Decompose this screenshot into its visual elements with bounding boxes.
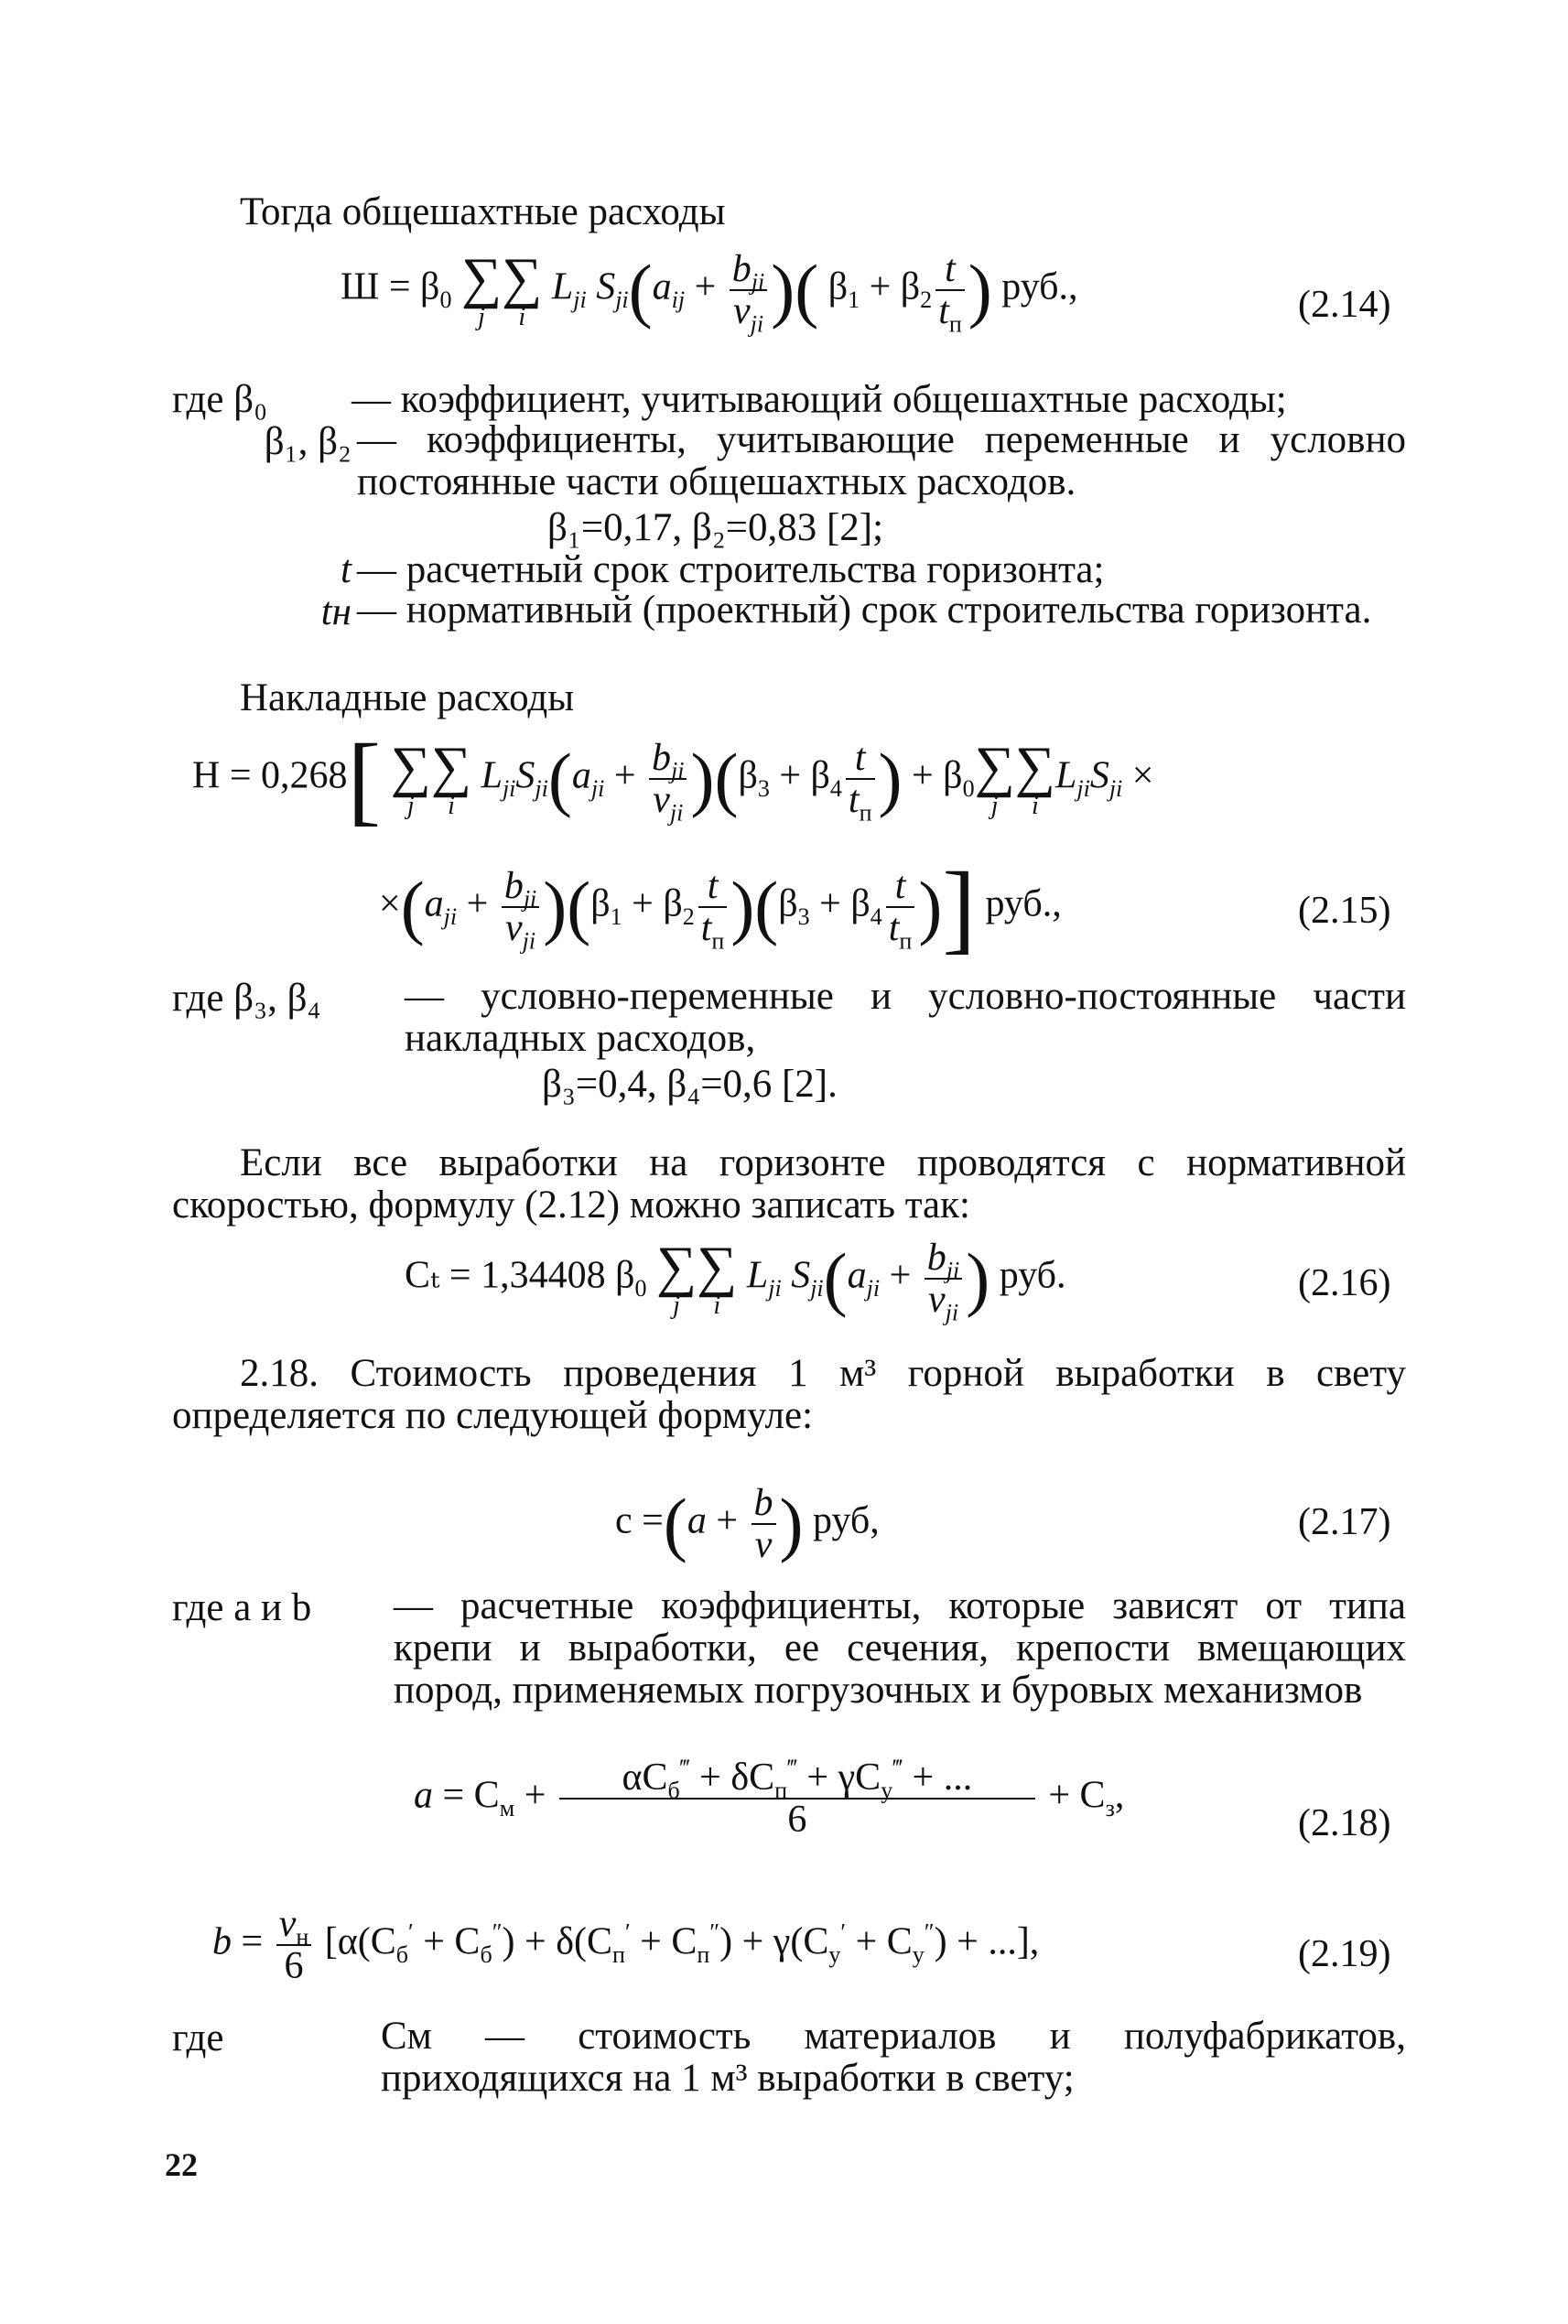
intro-general: Тогда общешахтные расходы — [240, 190, 726, 233]
where-term: t — [341, 548, 351, 591]
equation-2-19: b = $\frac{v_н}{6}$ [$\alpha(C_б' + C_б'') + \delta(C_п' + C_п'') + \gamma(C_у' + C_у'')$ + ...], — [212, 1903, 1040, 1987]
eq-2-16-tail: руб. — [999, 1254, 1066, 1297]
where-text: — коэффициенты, учитывающие переменные и условно постоянные части общешахтных расходов. — [357, 418, 1406, 503]
where-term: где β₃, β₄ — [172, 977, 321, 1020]
eq-number-2-17: (2.17) — [1298, 1501, 1391, 1543]
eq-2-15-coef: 0,268 — [261, 754, 348, 797]
where-term: где β₀ — [172, 378, 268, 421]
where-text: — расчетные коэффициенты, которые зависят от типа крепи и выработки, ее сечения, крепости вмещающих пород, применяемых погрузочных и буровых механизмов — [394, 1584, 1406, 1712]
eq-number-2-14: (2.14) — [1298, 284, 1391, 326]
where-text: — нормативный (проектный) срок строительства горизонта. — [357, 589, 1372, 632]
where-term: где — [172, 2016, 224, 2059]
where-text: — расчетный срок строительства горизонта; — [357, 548, 1105, 591]
where-text: — условно-переменные и условно-постоянные части накладных расходов, — [405, 975, 1406, 1060]
intro-overhead: Накладные расходы — [240, 676, 575, 719]
where-2-14-item-3 — [172, 547, 1406, 593]
equation-2-17: c =(a + $\frac{b}{v}$ ) руб, — [615, 1482, 880, 1566]
equation-2-15-line-2: $\times(a_{ji}$ + $\frac{b_{ji}}{v_{ji}}$ )($\beta_1 + \beta_2$ $\frac{t}{t_п}$ )($\beta_3 + \beta_4$ $\frac{t}{t_п}$ )] руб., — [379, 851, 1062, 963]
eq-2-17-tail: руб, — [813, 1499, 880, 1542]
where-term: где a и b — [172, 1586, 312, 1629]
para-normative: Если все выработки на горизонте проводятся с нормативной скоростью, формулу (2.12) можно записать так: — [172, 1141, 1406, 1227]
eq-number-2-15: (2.15) — [1298, 890, 1391, 932]
where-term: β₁, β₂ — [264, 420, 351, 463]
where-2-15-item-1: β₃=0,4, β₄=0,6 [2]. — [542, 1063, 838, 1106]
eq-2-15-lhs: Н — [192, 754, 221, 797]
equation-2-14: $Ш = \beta_0$ ∑ j ∑ i $L_{ji}$ $S_{ji}(a_{ij}$ + $\frac{b_{ji}}{v_{ji}}$ )( $\beta_1 + \beta_2$ $\frac{t}{t_п}$ ) руб., — [341, 247, 1078, 338]
where-2-19 — [172, 2016, 1406, 2100]
eq-2-18-denominator: 6 — [787, 1799, 807, 1841]
where-2-14-item-1 — [172, 419, 1406, 503]
where-text: Cм — стоимость материалов и полуфабрикатов, приходящихся на 1 м³ выработки в свету; — [381, 2015, 1406, 2100]
eq-number-2-19: (2.19) — [1298, 1933, 1391, 1975]
where-2-14-item-2: β₁=0,17, β₂=0,83 [2]; — [547, 506, 884, 549]
eq-2-14-lhs: Ш — [341, 265, 380, 308]
para-2-18: 2.18. Стоимость проведения 1 м³ горной выработки в свету определяется по следующей формуле: — [172, 1352, 1406, 1437]
eq-2-16-lhs: Cₜ — [405, 1254, 440, 1297]
eq-2-15-tail: руб., — [985, 882, 1062, 925]
page-number: 22 — [165, 2146, 198, 2183]
eq-2-17-lhs: c — [615, 1499, 633, 1542]
eq-2-14-tail: руб., — [1001, 265, 1078, 308]
eq-2-16-coef: 1,34408 — [481, 1254, 606, 1297]
where-2-17 — [172, 1585, 1406, 1712]
eq-number-2-16: (2.16) — [1298, 1262, 1391, 1304]
eq-2-19-denominator: 6 — [284, 1945, 304, 1987]
equation-2-16: Cₜ = 1,34408 $\beta_0$ ∑ j ∑ i $L_{ji}$ $S_{ji}(a_{ji}$ + $\frac{b_{ji}}{v_{ji}}$ ) руб. — [405, 1236, 1066, 1326]
where-2-14-item-4 — [172, 589, 1406, 635]
where-term: tн — [320, 590, 351, 633]
eq-number-2-18: (2.18) — [1298, 1802, 1391, 1844]
where-text: — коэффициент, учитывающий общешахтные расходы; — [351, 378, 1287, 421]
equation-2-15-line-1: Н = 0,268[ ∑ j ∑ i $L_{ji}S_{ji}(a_{ji}$ + $\frac{b_{ji}}{v_{ji}}$ )($\beta_3 + \beta_4$ $\frac{t}{t_п}$ ) + $\beta_0$ ∑ j ∑ i $L_{ji}S_{ji}$ × — [192, 723, 1154, 835]
where-2-14-item-0 — [172, 377, 1406, 423]
where-2-15-item-0 — [172, 976, 1406, 1060]
equation-2-18: $a = C_м$ + $\frac{\alpha C_б^‴ + \delta C_п^‴ + \gamma C_у^‴ + ...}{6}$ + $C_з$, — [414, 1755, 1125, 1841]
